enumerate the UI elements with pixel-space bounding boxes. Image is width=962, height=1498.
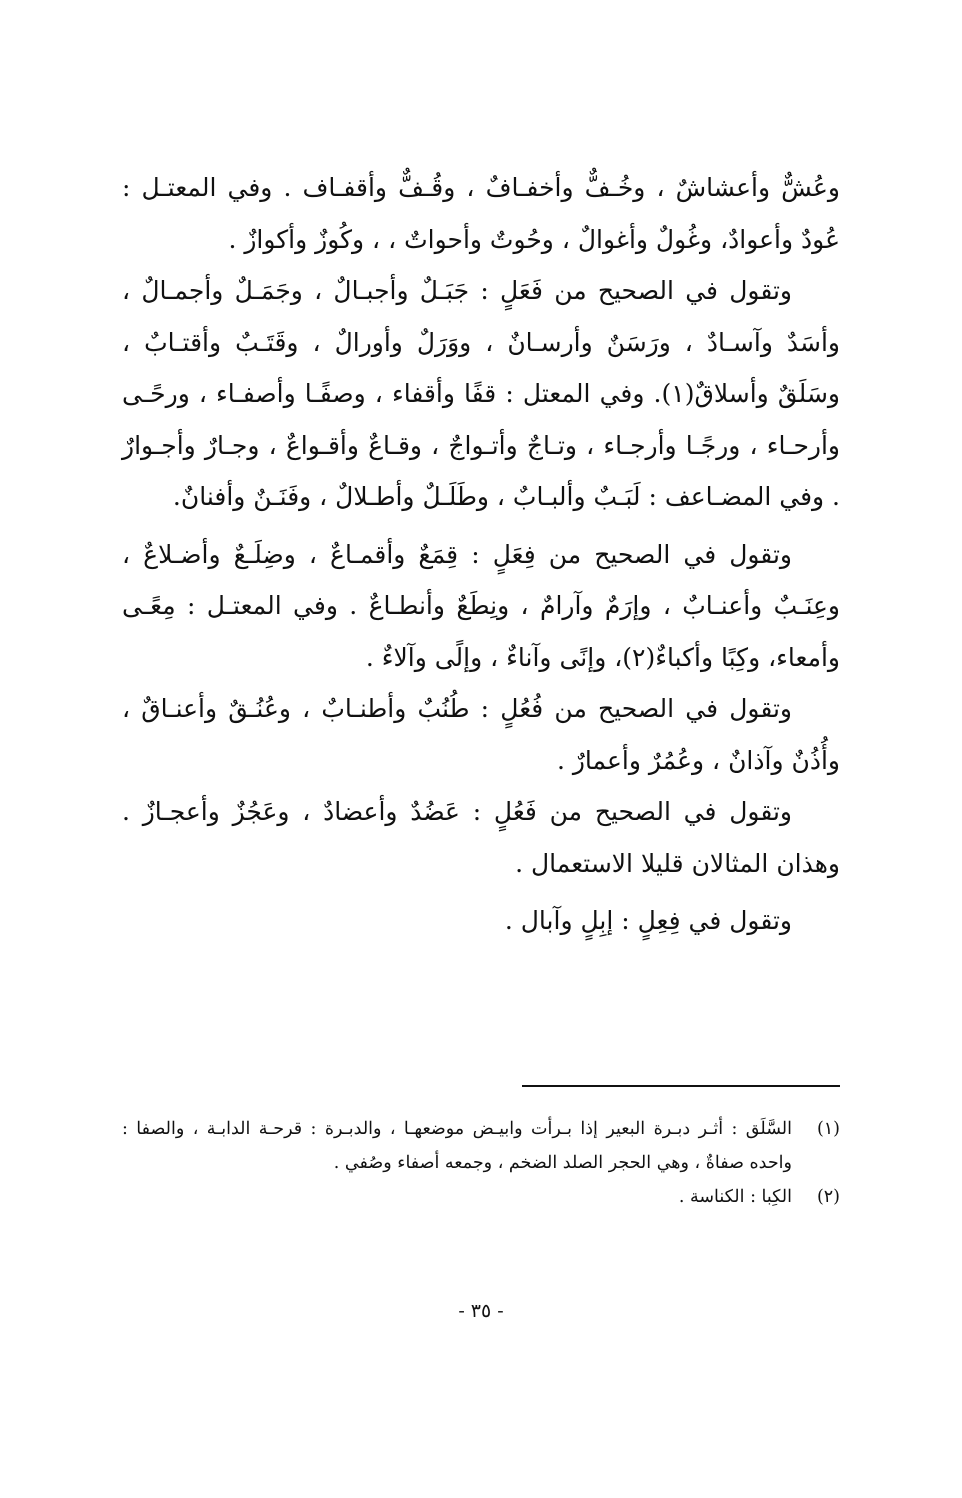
paragraph-fu3ul: وتقول في الصحيح من فُعُلٍ : طُنُبٌ وأطنـابٌ ، وعُنُـقٌ وأعنـاقٌ ، وأُذُنٌ وآذانٌ ، وعُمُرٌ وأعمارٌ . <box>122 694 840 775</box>
footnote-number: (٢) <box>816 1187 840 1207</box>
footnote-1 <box>122 1112 840 1180</box>
footnote-2 <box>122 1180 840 1214</box>
main-text-block <box>122 162 840 947</box>
footnote-separator <box>522 1085 840 1087</box>
footnotes-section <box>122 1112 840 1214</box>
paragraph-fi3il: وتقول في فِعِلٍ : إبِلٍ وآبال . <box>504 906 792 935</box>
footnote-number: (١) <box>816 1119 840 1139</box>
paragraph-fi3al: وتقول في الصحيح من فِعَلٍ : قِمَعٌ وأقمـاعٌ ، وضِلَـعٌ وأضـلاعٌ ، وعِنَـبٌ وأعنـابٌ ، وإرَمٌ وآرامٌ ، ونِطَعٌ وأنطـاعٌ . وفي المعتـل : مِعًـى وأمعاء، وكِبًا وأكباءٌ(٢)، وإنًى وآناءٌ ، وإلًى وآلاءٌ . <box>122 539 840 672</box>
footnote-text: السَّلَق : أثـر دبـرة البعير إذا بـرأت وابيـض موضعهـا ، والدبـرة : قرحـة الدابـة ، والصفا : واحده صفاةٌ ، وهي الحجر الصلد الضخم ، وجمعه أصفاء وصُفي . <box>122 1119 792 1173</box>
footnote-text: الكِبا : الكناسة . <box>678 1187 792 1207</box>
page-number: - ٣٥ - <box>458 1300 504 1322</box>
paragraph-fa3ul: وتقول في الصحيح من فَعُلٍ : عَضُدٌ وأعضادٌ ، وعَجُزٌ وأعجـازٌ . وهذان المثالان قليلا الاستعمال . <box>122 797 840 878</box>
paragraph-continuation: وعُشٌّ وأعشاشٌ ، وخُـفٌّ وأخفـافٌ ، وقُـفٌّ وأقفـاف . وفي المعتـل : عُودٌ وأعوادٌ، وغُولٌ وأغوالٌ ، وحُوتٌ وأحواتٌ ، ، وكُوزٌ وأكوازٌ . <box>122 173 840 254</box>
paragraph-fa3al: وتقول في الصحيح من فَعَلٍ : جَبَـلٌ وأجبـالٌ ، وجَمَـلٌ وأجمـالٌ ، وأسَدٌ وآسـادٌ ، ورَسَنٌ وأرسـانٌ ، ووَرَلٌ وأورالٌ ، وقَتَـبٌ وأقتـابٌ ، وسَلَقٌ وأسلاقٌ(١). وفي المعتل : قفًا وأقفاء ، وصفًـا وأصفـاء ، ورحًـى وأرحـاء ، ورجًـا وأرجـاء ، وتـاجٌ وأتـواجٌ ، وقـاعٌ وأقـواعٌ ، وجـارٌ وأجـوارٌ . وفي المضـاعف : لَبَـبٌ وألبـابٌ ، وطَلَـلٌ وأطـلالٌ ، وفَنَـنٌ وأفنانٌ. <box>122 276 840 511</box>
